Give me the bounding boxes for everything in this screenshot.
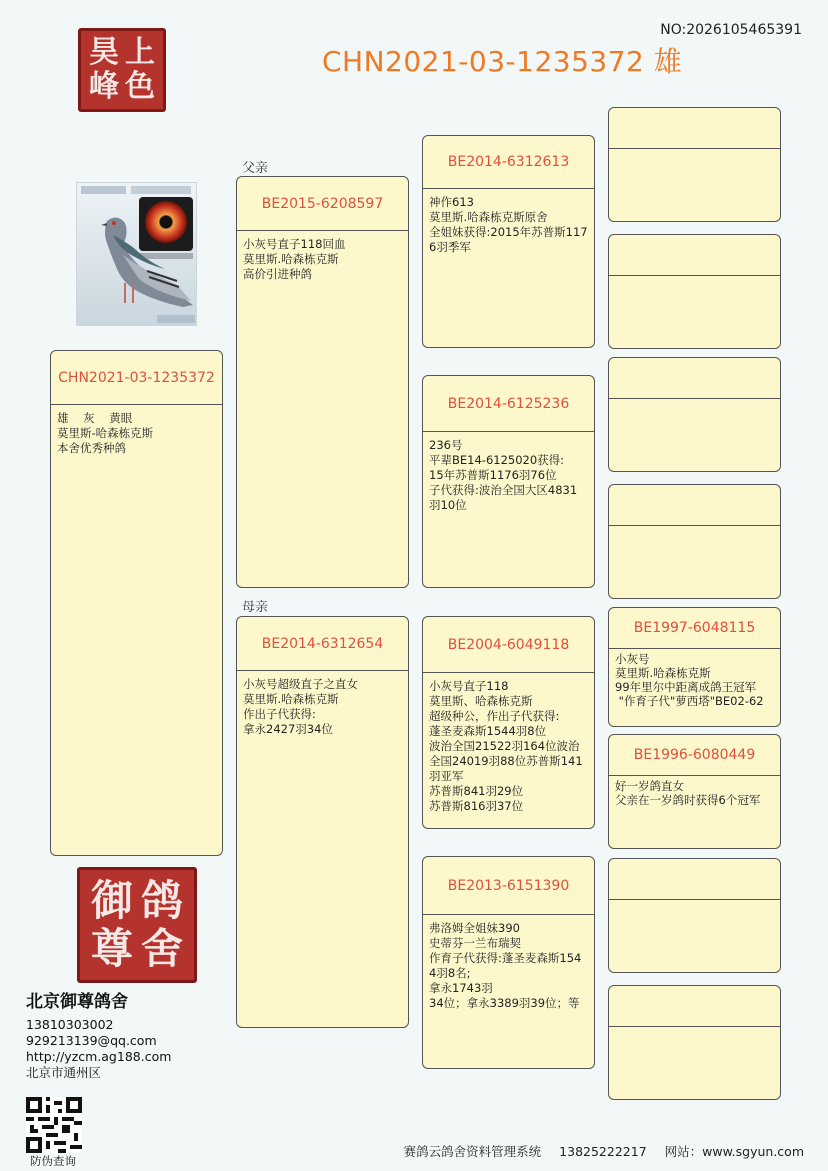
great-grandparent-card-empty (608, 985, 781, 1100)
great-grandparent-card (608, 607, 781, 727)
great-grandparent-card-empty (608, 234, 781, 349)
certificate-number: NO:2026105465391 (660, 22, 802, 38)
pigeon-info: 小灰号直子118 莫里斯、哈森栋克斯 超级种公，作出子代获得: 蓬圣麦森斯1544羽8位 波治全国21522羽164位波治全国24019羽88位苏普斯141羽亚军 苏普斯841羽29位 苏普斯816羽37位 (429, 679, 583, 813)
loft-name: 北京御尊鸽舍 (26, 992, 128, 1012)
ring-number: BE2014-6312654 (237, 617, 408, 671)
footer-system: 赛鸽云鸽舍资料管理系统 (403, 1144, 542, 1159)
footer (390, 1142, 804, 1160)
seal-char: 色 (125, 69, 155, 104)
mother-card (236, 616, 409, 1028)
great-grandparent-card (608, 734, 781, 849)
father-label: 父亲 (242, 161, 269, 176)
ring-number: BE2014-6312613 (423, 136, 594, 189)
great-grandparent-card-empty (608, 107, 781, 222)
pigeon-info: 236号 平辈BE14-6125020获得: 15年苏普斯1176羽76位 子代获得:波治全国大区4831羽10位 (429, 438, 578, 512)
loft-website: http://yzcm.ag188.com (26, 1049, 172, 1064)
pigeon-info: 小灰号超级直子之直女 莫里斯.哈森栋克斯 作出子代获得: 拿永2427羽34位 (243, 677, 358, 736)
seal-char: 尊 (90, 924, 133, 973)
ring-number: BE2013-6151390 (423, 857, 594, 915)
footer-site[interactable]: 网站：www.sgyun.com (664, 1144, 804, 1159)
footer-phone: 13825222217 (559, 1144, 647, 1159)
ring-number: BE2004-6049118 (423, 617, 594, 673)
loft-address: 北京市通州区 (26, 1065, 102, 1080)
ring-slot (609, 859, 780, 900)
great-grandparent-card-empty (608, 858, 781, 973)
ring-number: CHN2021-03-1235372 (51, 351, 222, 405)
loft-email: 929213139@qq.com (26, 1033, 157, 1048)
grandparent-card (422, 616, 595, 829)
seal-char: 鸽 (140, 876, 183, 925)
page-title: CHN2021-03-1235372 雄 (322, 45, 683, 78)
qr-code[interactable] (26, 1097, 82, 1153)
ring-slot (609, 108, 780, 149)
pigeon-info: 神作613 莫里斯.哈森栋克斯原舍 全姐妹获得:2015年苏普斯1176羽季军 (429, 195, 588, 254)
seal-char: 上 (125, 35, 155, 70)
ring-number: BE1996-6080449 (609, 735, 780, 776)
seal-char: 昊 (89, 35, 119, 70)
ring-slot (609, 485, 780, 526)
grandparent-card (422, 135, 595, 348)
ring-slot (609, 358, 780, 399)
ring-number: BE2015-6208597 (237, 177, 408, 231)
seal-char: 御 (90, 876, 133, 925)
mother-label: 母亲 (242, 600, 269, 615)
pigeon-photo (76, 182, 197, 326)
seal-stamp-top (78, 28, 166, 112)
pigeon-info: 雄 灰 黄眼 莫里斯-哈森栋克斯 本舍优秀种鸽 (57, 411, 154, 455)
qr-label: 防伪查询 (30, 1154, 76, 1168)
seal-char: 舍 (140, 924, 183, 973)
loft-info (26, 987, 171, 1081)
ring-slot (609, 986, 780, 1027)
father-card (236, 176, 409, 588)
seal-stamp-bottom (77, 867, 197, 983)
pigeon-info: 弗洛姆全姐妹390 史蒂芬一兰布瑞契 作育子代获得:蓬圣麦森斯1544羽8名; 拿永1743羽 34位；拿永3389羽39位；等 (429, 921, 582, 1010)
subject-card (50, 350, 223, 856)
loft-phone: 13810303002 (26, 1017, 114, 1032)
great-grandparent-card-empty (608, 357, 781, 472)
pigeon-info: 好一岁鸽直女 父亲在一岁鸽时获得6个冠军 (615, 779, 761, 807)
ring-number: BE2014-6125236 (423, 376, 594, 432)
ring-slot (609, 235, 780, 276)
grandparent-card (422, 375, 595, 588)
grandparent-card (422, 856, 595, 1069)
great-grandparent-card-empty (608, 484, 781, 599)
seal-char: 峰 (89, 69, 119, 104)
pigeon-info: 小灰号 莫里斯.哈森栋克斯 99年里尔中距离成鸽王冠军 "作育子代"萝西塔"BE02-62 (615, 652, 764, 708)
pigeon-info: 小灰号直子118回血 莫里斯.哈森栋克斯 高价引进种鸽 (243, 237, 346, 281)
ring-number: BE1997-6048115 (609, 608, 780, 649)
